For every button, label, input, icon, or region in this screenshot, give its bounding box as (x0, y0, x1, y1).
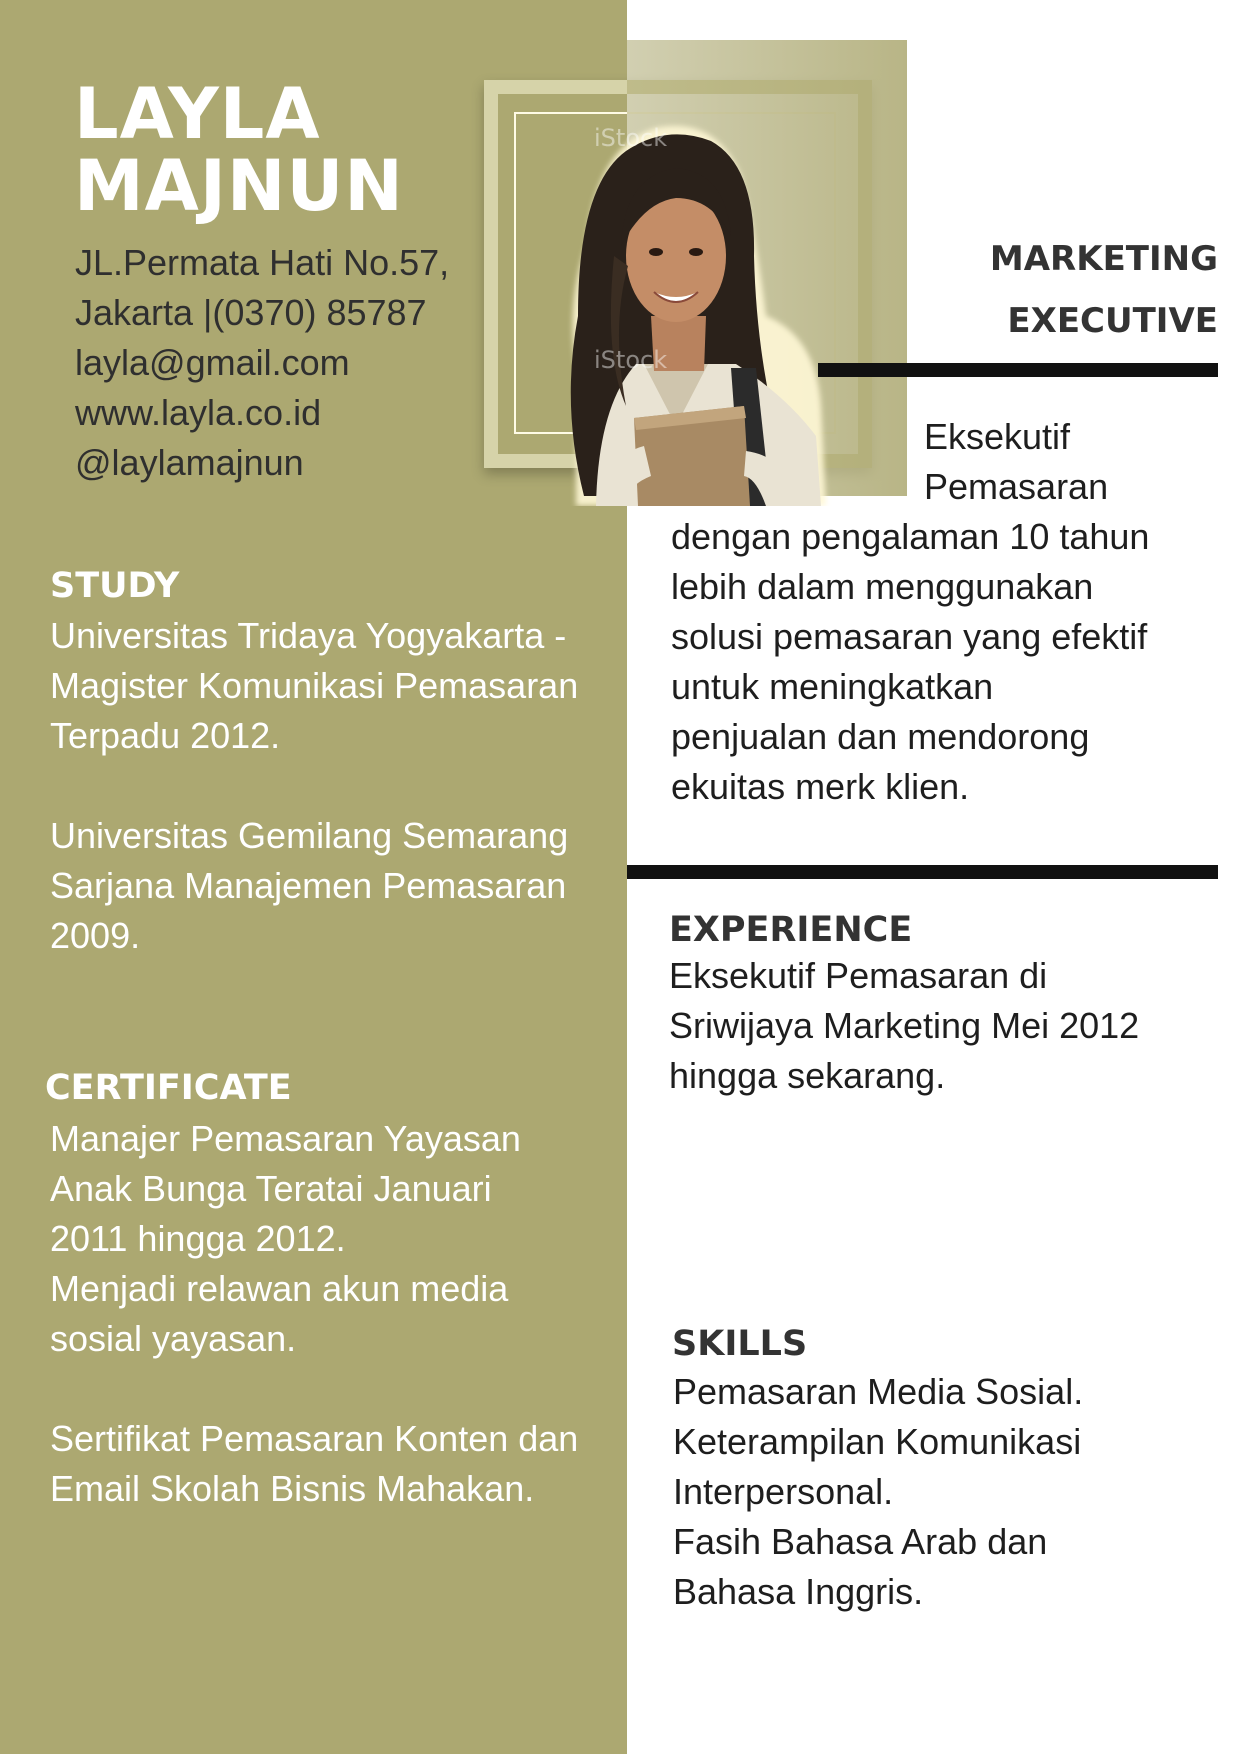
first-name: LAYLA (74, 73, 321, 155)
experience-line: hingga sekarang. (669, 1055, 946, 1096)
summary-start (924, 412, 1108, 512)
study-line: 2009. (50, 915, 141, 956)
certificate-line: Anak Bunga Teratai Januari (50, 1168, 492, 1209)
summary-rest (671, 512, 1149, 812)
contact-address: JL.Permata Hati No.57, (75, 242, 450, 283)
certificate-title: CERTIFICATE (45, 1068, 292, 1108)
summary-line: untuk meningkatkan (671, 666, 994, 707)
job-title (990, 228, 1218, 352)
skills-line: Bahasa Inggris. (673, 1571, 924, 1612)
summary-line: penjualan dan mendorong (671, 716, 1090, 757)
study-title: STUDY (50, 566, 180, 606)
skills-line: Interpersonal. (673, 1471, 894, 1512)
skills-line: Keterampilan Komunikasi (673, 1421, 1082, 1462)
photo-watermark: iStock (594, 346, 668, 374)
contact-info (75, 238, 449, 488)
summary-line: lebih dalam menggunakan (671, 566, 1094, 607)
skills-title: SKILLS (672, 1324, 808, 1364)
study-line: Terpadu 2012. (50, 715, 281, 756)
candidate-name (74, 73, 404, 227)
photo-watermark: iStock (594, 124, 668, 152)
skills-line: Fasih Bahasa Arab dan (673, 1521, 1048, 1562)
certificate-line: 2011 hingga 2012. (50, 1218, 346, 1259)
contact-website: www.layla.co.id (75, 392, 322, 433)
experience-title: EXPERIENCE (669, 910, 913, 950)
summary-line: ekuitas merk klien. (671, 766, 970, 807)
certificate-line: sosial yayasan. (50, 1318, 297, 1359)
experience-line: Eksekutif Pemasaran di (669, 955, 1048, 996)
summary-line: solusi pemasaran yang efektif (671, 616, 1148, 657)
summary-line: dengan pengalaman 10 tahun (671, 516, 1150, 557)
study-line: Magister Komunikasi Pemasaran (50, 665, 579, 706)
contact-email: layla@gmail.com (75, 342, 350, 383)
contact-social: @laylamajnun (75, 442, 304, 483)
skills-line: Pemasaran Media Sosial. (673, 1371, 1084, 1412)
divider-middle (627, 865, 1218, 879)
certificate-line: Sertifikat Pemasaran Konten dan (50, 1418, 579, 1459)
skills-body (673, 1367, 1083, 1617)
certificate-line: Email Skolah Bisnis Mahakan. (50, 1468, 535, 1509)
job-title-line2: EXECUTIVE (1007, 301, 1218, 341)
experience-line: Sriwijaya Marketing Mei 2012 (669, 1005, 1140, 1046)
certificate-line: Menjadi relawan akun media (50, 1268, 509, 1309)
study-body (50, 611, 578, 961)
summary-line: Pemasaran (924, 466, 1109, 507)
certificate-line: Manajer Pemasaran Yayasan (50, 1118, 521, 1159)
profile-photo (516, 106, 840, 506)
spacer (50, 1364, 578, 1414)
job-title-line1: MARKETING (989, 239, 1218, 279)
contact-city-phone: Jakarta |(0370) 85787 (75, 292, 427, 333)
summary-line: Eksekutif (924, 416, 1071, 457)
study-line: Universitas Tridaya Yogyakarta - (50, 615, 567, 656)
divider-top (818, 363, 1218, 377)
study-line: Sarjana Manajemen Pemasaran (50, 865, 567, 906)
last-name: MAJNUN (74, 145, 404, 227)
experience-body (669, 951, 1139, 1101)
study-line: Universitas Gemilang Semarang (50, 815, 569, 856)
spacer (50, 761, 578, 811)
certificate-body (50, 1114, 578, 1514)
